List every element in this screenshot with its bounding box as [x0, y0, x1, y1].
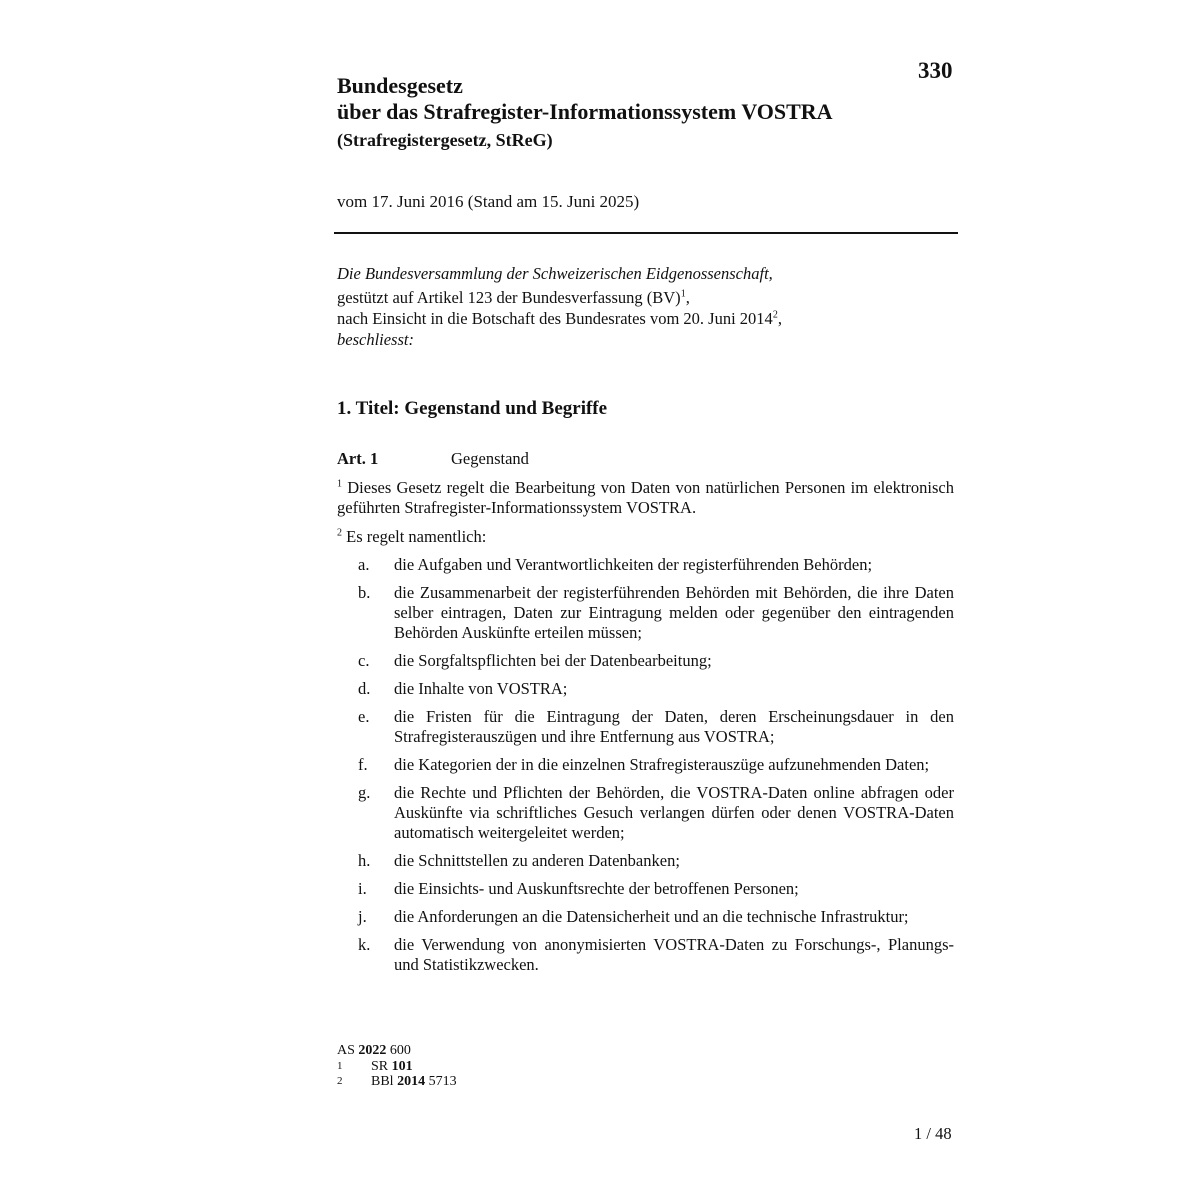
article-item-list [337, 555, 954, 983]
title-short: (Strafregistergesetz, StReG) [337, 130, 553, 150]
article-paragraph-2: $^2$ Es regelt namentlich: [337, 527, 487, 546]
list-item [337, 679, 954, 699]
list-item-text: die Verwendung von anonymisierten VOSTRA-Daten zu Forschungs-, Planungs- und Statistikzwecken. [394, 935, 954, 974]
footnote-2: 2 BBl 2014 5713 [337, 1074, 457, 1089]
list-item-letter: f. [358, 755, 368, 774]
list-item-text: die Schnittstellen zu anderen Datenbanken; [394, 851, 680, 870]
title-line-1: Bundesgesetz [337, 73, 463, 98]
law-date: vom 17. Juni 2016 (Stand am 15. Juni 2025) [337, 192, 640, 211]
preamble-basis: gestützt auf Artikel 123 der Bundesverfassung (BV)$^1$, [337, 288, 690, 307]
paragraph-number: 2 [337, 527, 342, 539]
list-item [337, 879, 954, 899]
paragraph-number: 1 [337, 478, 342, 490]
article-number: Art. 1 [337, 449, 379, 468]
list-item-letter: j. [358, 907, 367, 926]
article-paragraph-1: $^1$ Dieses Gesetz regelt die Bearbeitung von Daten von natürlichen Personen im elektronisch geführten Strafregister-Informationssystem VOSTRA. [337, 478, 954, 517]
list-item-text: die Einsichts- und Auskunftsrechte der betroffenen Personen; [394, 879, 799, 898]
title-line-2: über das Strafregister-Informationssystem VOSTRA [337, 99, 833, 124]
list-item [337, 555, 954, 575]
list-item-text: die Zusammenarbeit der registerführenden Behörden mit Behörden, die ihre Daten selber eintragen, Daten zur Eintragung melden oder gegenüber den eintragenden Behörden Auskünfte erteilen müssen; [394, 583, 954, 642]
list-item [337, 651, 954, 671]
footnote-1: 1 SR 101 [337, 1058, 413, 1074]
list-item-letter: a. [358, 555, 370, 574]
article-heading [337, 449, 529, 469]
list-item [337, 707, 954, 747]
list-item-letter: e. [358, 707, 370, 726]
preamble-message: nach Einsicht in die Botschaft des Bundesrates vom 20. Juni 2014$^2$, [337, 309, 782, 328]
footnote-as: AS 2022 600 [337, 1043, 411, 1058]
footnote-ref-1[interactable]: 1 [680, 288, 686, 300]
list-item-letter: b. [358, 583, 371, 602]
header-divider [334, 232, 958, 234]
list-item [337, 755, 954, 775]
list-item [337, 907, 954, 927]
law-title [337, 73, 897, 155]
list-item-text: die Kategorien der in die einzelnen Strafregisterauszüge aufzunehmenden Daten; [394, 755, 930, 774]
list-item-letter: g. [358, 783, 371, 802]
article-title: Gegenstand [451, 449, 529, 468]
list-item-text: die Rechte und Pflichten der Behörden, die VOSTRA-Daten online abfragen oder Auskünfte via schriftliches Gesuch verlangen dürfen oder denen VOSTRA-Daten automatisch weitergeleitet werden; [394, 783, 954, 842]
preamble-decides: beschliesst: [337, 330, 414, 349]
sr-number: 330 [918, 58, 953, 83]
preamble [337, 263, 957, 350]
list-item-text: die Inhalte von VOSTRA; [394, 679, 568, 698]
list-item [337, 783, 954, 843]
list-item-text: die Anforderungen an die Datensicherheit und an die technische Infrastruktur; [394, 907, 909, 926]
preamble-assembly: Die Bundesversammlung der Schweizerischen Eidgenossenschaft, [337, 264, 773, 283]
footnotes [337, 1043, 457, 1090]
list-item-letter: c. [358, 651, 370, 670]
list-item [337, 583, 954, 643]
list-item-text: die Sorgfaltspflichten bei der Datenbearbeitung; [394, 651, 712, 670]
section-heading: 1. Titel: Gegenstand und Begriffe [337, 398, 608, 419]
list-item [337, 851, 954, 871]
list-item-letter: d. [358, 679, 371, 698]
list-item-letter: h. [358, 851, 371, 870]
list-item-letter: i. [358, 879, 367, 898]
list-item-text: die Fristen für die Eintragung der Daten, deren Erscheinungsdauer in den Strafregisterauszügen und ihre Entfernung aus VOSTRA; [394, 707, 954, 746]
list-item [337, 935, 954, 975]
list-item-text: die Aufgaben und Verantwortlichkeiten der registerführenden Behörden; [394, 555, 873, 574]
list-item-letter: k. [358, 935, 371, 954]
footnote-ref-2[interactable]: 2 [772, 309, 778, 321]
page-number: 1 / 48 [914, 1124, 952, 1143]
